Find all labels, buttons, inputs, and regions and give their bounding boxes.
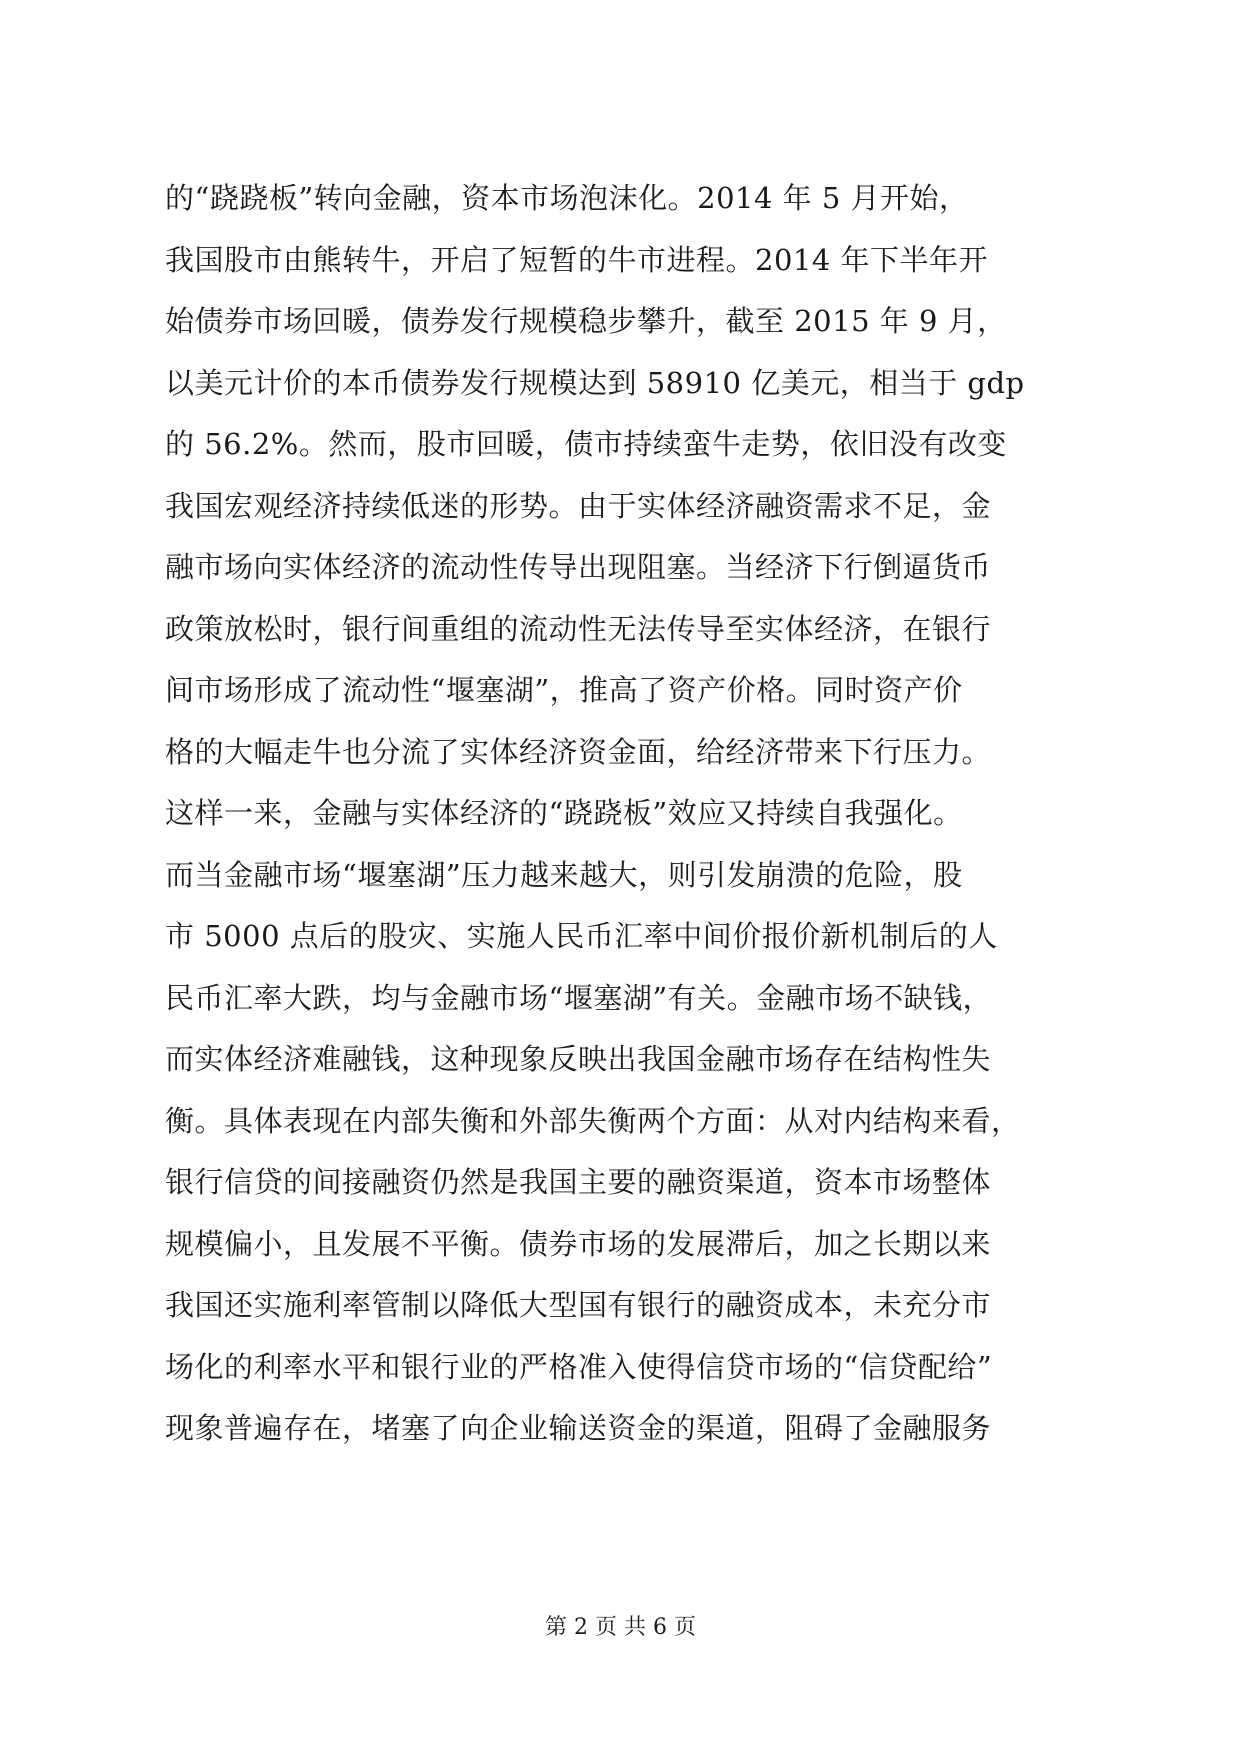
text-line: 这样一来，金融与实体经济的“跷跷板”效应又持续自我强化。	[165, 796, 963, 830]
text-line: 衡。具体表现在内部失衡和外部失衡两个方面：从对内结构来看，	[165, 1103, 1021, 1138]
text-line: 而实体经济难融钱，这种现象反映出我国金融市场存在结构性失	[165, 1042, 992, 1076]
text-line: 现象普遍存在，堵塞了向企业输送资金的渠道，阻碍了金融服务	[165, 1411, 992, 1445]
text-line: 政策放松时，银行间重组的流动性无法传导至实体经济，在银行	[165, 611, 992, 646]
text-line: 民币汇率大跌，均与金融市场“堰塞湖”有关。金融市场不缺钱，	[165, 980, 993, 1015]
text-line: 市 5000 点后的股灾、实施人民币汇率中间价报价新机制后的人	[165, 919, 998, 953]
text-line: 我国股市由熊转牛，开启了短暂的牛市进程。2014 年下半年开	[165, 242, 989, 277]
text-line: 我国宏观经济持续低迷的形势。由于实体经济融资需求不足，金	[165, 488, 992, 523]
text-line: 场化的利率水平和银行业的严格准入使得信贷市场的“信贷配给”	[165, 1349, 993, 1384]
text-line: 的 56.2%。然而，股市回暖，债市持续蛮牛走势，依旧没有改变	[165, 427, 1007, 461]
text-line: 以美元计价的本币债券发行规模达到 58910 亿美元，相当于 gdp	[165, 365, 1025, 400]
text-line: 规模偏小，且发展不平衡。债券市场的发展滞后，加之长期以来	[165, 1226, 992, 1261]
text-line: 银行信贷的间接融资仍然是我国主要的融资渠道，资本市场整体	[165, 1165, 992, 1199]
body-text	[165, 168, 1085, 1460]
text-line: 间市场形成了流动性“堰塞湖”，推高了资产价格。同时资产价	[165, 673, 963, 707]
text-line: 始债券市场回暖，债券发行规模稳步攀升，截至 2015 年 9 月，	[165, 304, 1007, 338]
text-line: 的“跷跷板”转向金融，资本市场泡沫化。2014 年 5 月开始，	[165, 181, 969, 215]
page-number-footer: 第 2 页 共 6 页	[545, 1615, 696, 1640]
text-line: 融市场向实体经济的流动性传导出现阻塞。当经济下行倒逼货币	[165, 550, 992, 584]
text-line: 而当金融市场“堰塞湖”压力越来越大，则引发崩溃的危险，股	[165, 857, 963, 892]
text-line: 我国还实施利率管制以降低大型国有银行的融资成本，未充分市	[165, 1288, 992, 1322]
text-line: 格的大幅走牛也分流了实体经济资金面，给经济带来下行压力。	[165, 734, 992, 769]
